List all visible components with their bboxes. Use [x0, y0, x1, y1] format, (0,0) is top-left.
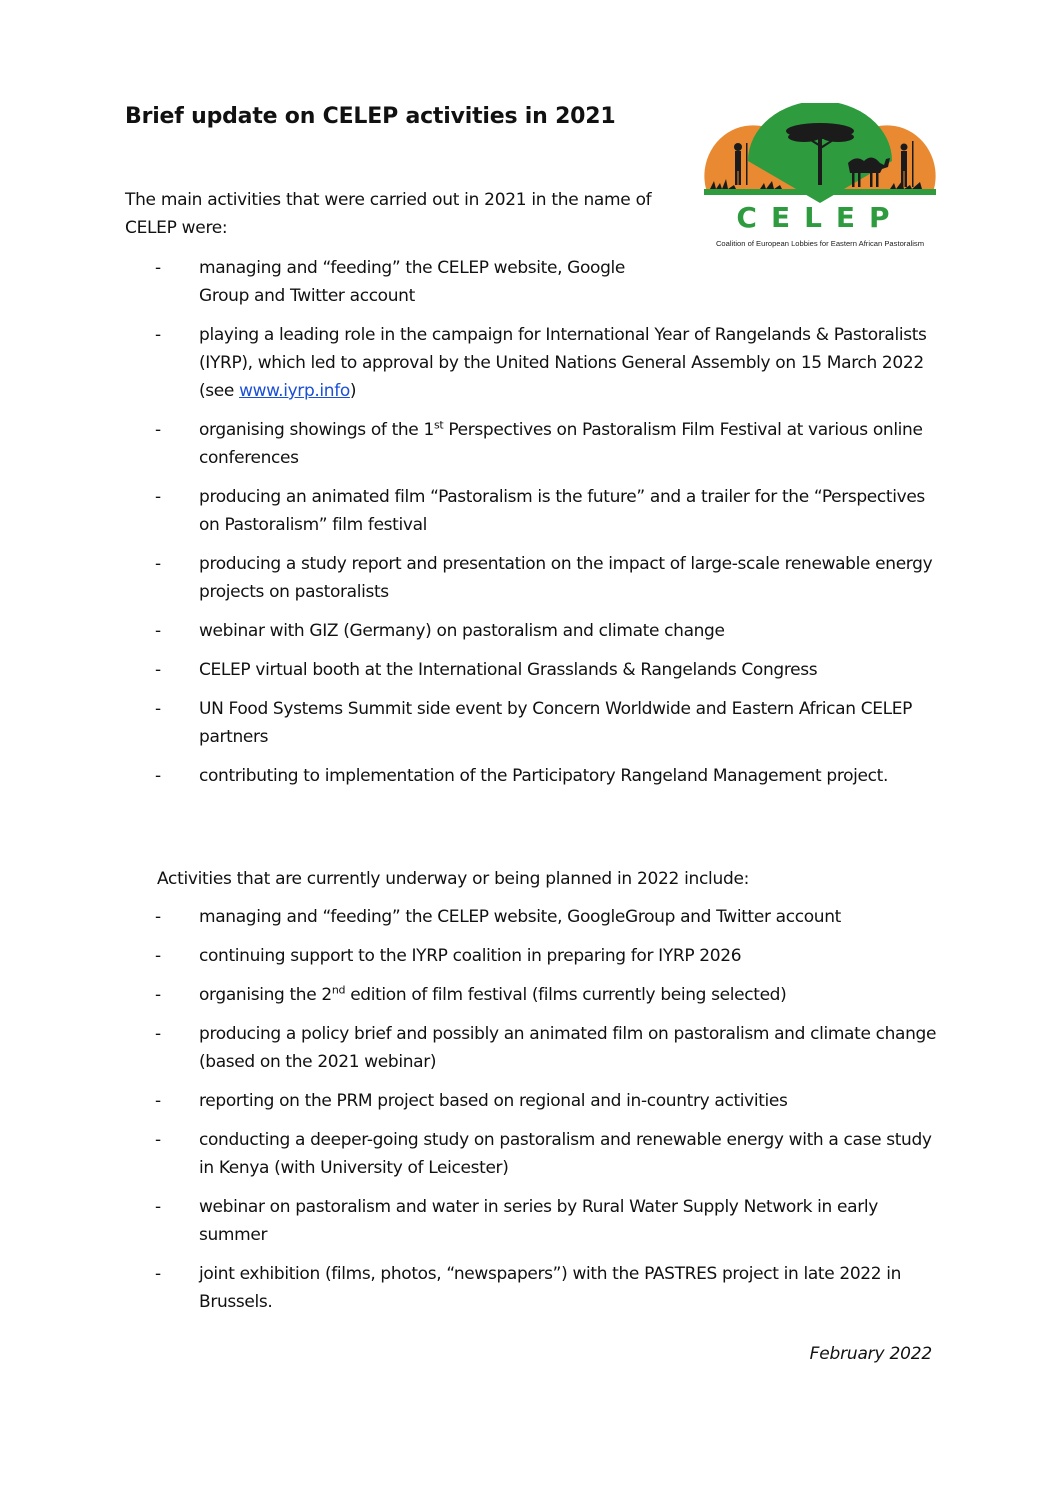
list-item — [155, 1087, 945, 1115]
bullet-dash: - — [155, 621, 161, 641]
list-item — [155, 483, 945, 539]
list-item-text-part: ) — [349, 381, 357, 401]
list-item — [155, 416, 945, 472]
list-item — [155, 1126, 945, 1182]
bullet-dash: - — [155, 258, 161, 278]
celep-logo — [700, 103, 940, 255]
list-item-text-part: organising the 2 — [199, 985, 332, 1005]
bullet-dash: - — [155, 1197, 161, 1217]
list-item-text: CELEP virtual booth at the International Grasslands & Rangelands Congress — [199, 660, 818, 680]
list-item — [155, 550, 945, 606]
list-item-text — [199, 321, 945, 405]
list-item-text: UN Food Systems Summit side event by Concern Worldwide and Eastern African CELEP partners — [199, 699, 913, 747]
list-item-text: producing a policy brief and possibly an animated film on pastoralism and climate change (based on the 2021 webinar) — [199, 1024, 937, 1072]
bullet-dash: - — [155, 487, 161, 507]
list-item — [155, 254, 629, 310]
ordinal-superscript: nd — [331, 983, 346, 997]
list-item-text-part: playing a leading role in the campaign for International Year of Rangelands & Pastoralists (IYRP), which led to approval by the United Nations General Assembly on 15 March 2022 (see — [199, 325, 927, 401]
bullet-dash: - — [155, 946, 161, 966]
list-item — [155, 321, 945, 405]
list-item — [155, 762, 945, 790]
bullet-dash: - — [155, 554, 161, 574]
list-item-text: managing and “feeding” the CELEP website, Google Group and Twitter account — [199, 258, 626, 306]
list-item-text: webinar on pastoralism and water in series by Rural Water Supply Network in early summer — [199, 1197, 878, 1245]
bullet-dash: - — [155, 1091, 161, 1111]
list-item — [155, 1193, 945, 1249]
list-item-text: producing a study report and presentation on the impact of large-scale renewable energy projects on pastoralists — [199, 554, 933, 602]
intro-paragraph: The main activities that were carried out in 2021 in the name of CELEP were: — [125, 190, 652, 238]
iyrp-website-link[interactable]: www.iyrp.info — [239, 381, 350, 401]
list-item — [155, 942, 945, 970]
logo-tagline: Coalition of European Lobbies for Eastern African Pastoralism — [715, 239, 925, 248]
list-item — [155, 695, 945, 751]
list-item — [155, 617, 945, 645]
ordinal-superscript: st — [433, 418, 444, 432]
bullet-dash: - — [155, 907, 161, 927]
bullet-dash: - — [155, 420, 161, 440]
list-item-text: joint exhibition (films, photos, “newspapers”) with the PASTRES project in late 2022 in Brussels. — [199, 1264, 902, 1312]
list-item-text — [199, 416, 945, 472]
list-item-text-part: Perspectives on Pastoralism Film Festival at various online conferences — [199, 420, 923, 468]
bullet-dash: - — [155, 1264, 161, 1284]
bullet-dash: - — [155, 325, 161, 345]
list-item-text — [199, 981, 945, 1009]
logo-wordmark: CELEP — [736, 201, 904, 234]
list-item — [155, 1020, 945, 1076]
list-item-text: reporting on the PRM project based on regional and in-country activities — [199, 1091, 788, 1111]
activities-2021-list — [155, 254, 945, 801]
document-date: February 2022 — [809, 1344, 932, 1364]
list-item-text: contributing to implementation of the Participatory Rangeland Management project. — [199, 766, 889, 786]
bullet-dash: - — [155, 1024, 161, 1044]
list-item — [155, 981, 945, 1009]
bullet-dash: - — [155, 699, 161, 719]
activities-2022-list — [155, 903, 945, 1327]
list-item — [155, 903, 945, 931]
bullet-dash: - — [155, 766, 161, 786]
list-item-text-part: edition of film festival (films currently being selected) — [345, 985, 787, 1005]
list-item-text: conducting a deeper-going study on pastoralism and renewable energy with a case study in Kenya (with University of Leicester) — [199, 1130, 932, 1178]
grass-strip — [704, 189, 936, 195]
bullet-dash: - — [155, 985, 161, 1005]
list-item-text: webinar with GIZ (Germany) on pastoralism and climate change — [199, 621, 725, 641]
bullet-dash: - — [155, 660, 161, 680]
list-item — [155, 656, 945, 684]
list-item-text-part: organising showings of the 1 — [199, 420, 434, 440]
list-item-text: producing an animated film “Pastoralism is the future” and a trailer for the “Perspectives on Pastoralism” film festival — [199, 487, 925, 535]
bullet-dash: - — [155, 1130, 161, 1150]
page-title: Brief update on CELEP activities in 2021 — [125, 104, 616, 129]
section-2022-intro: Activities that are currently underway or being planned in 2022 include: — [157, 869, 750, 889]
list-item-text: managing and “feeding” the CELEP website, GoogleGroup and Twitter account — [199, 907, 841, 927]
list-item-text: continuing support to the IYRP coalition in preparing for IYRP 2026 — [199, 946, 742, 966]
list-item — [155, 1260, 945, 1316]
